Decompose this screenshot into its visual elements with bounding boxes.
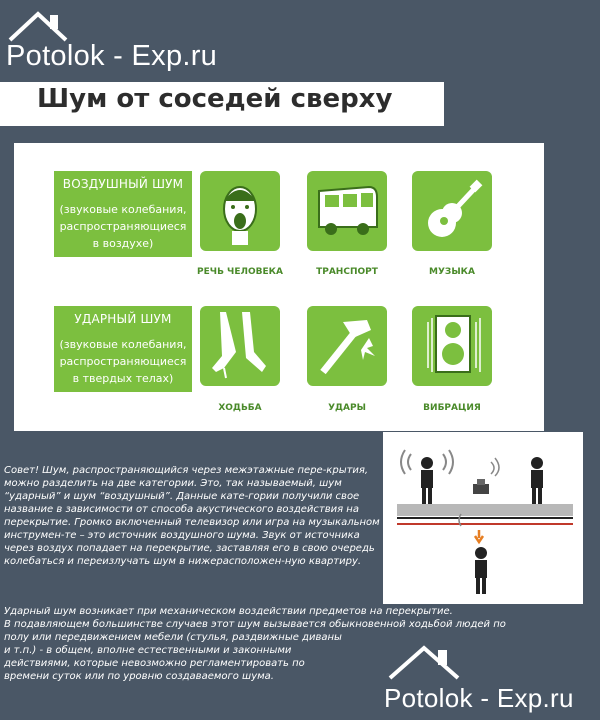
- noise-infographic: [14, 143, 544, 431]
- tile-speech: [200, 171, 280, 251]
- floor-slab: [397, 504, 573, 516]
- tile-walking: [200, 306, 280, 386]
- page-title: Шум от соседей сверху: [37, 84, 393, 114]
- speaker-icon: [418, 312, 486, 380]
- tile-label: РЕЧЬ ЧЕЛОВЕКА: [197, 267, 283, 277]
- bus-icon: [313, 177, 381, 245]
- tile-music: [412, 171, 492, 251]
- house-icon: [382, 640, 482, 684]
- airborne-noise-box: [54, 171, 192, 257]
- article-paragraph-2: Ударный шум возникает при механическом воздействии предметов на перекрытие. В подавляющем большинстве случаев этот шум вызывается обыкновенной ходьбой людей по полу или передвижением мебели (стулья, раздвижные диваны и т.п.) - в общем, вполне естественными и законными действиями, которые невозможно регламентировать по времени суток или по уровню создаваемого шума.: [4, 606, 506, 682]
- tile-vibration: [412, 306, 492, 386]
- arrow-down-icon: [475, 530, 483, 542]
- category-desc: (звуковые колебания, распространяющиеся в твердых телах): [59, 338, 187, 385]
- tile-label: ВИБРАЦИЯ: [423, 403, 481, 413]
- heels-icon: [206, 312, 274, 380]
- category-desc: (звуковые колебания, распространяющиеся в воздухе): [59, 203, 187, 250]
- face-icon: [206, 177, 274, 245]
- tile-label: ТРАНСПОРТ: [316, 267, 378, 277]
- guitar-icon: [418, 177, 486, 245]
- brand-name-bottom: Potolok - Exp.ru: [384, 683, 574, 713]
- tile-label: ХОДЬБА: [218, 403, 262, 413]
- hammer-icon: [313, 312, 381, 380]
- logo-bottom: [382, 640, 482, 684]
- article-paragraph-1: Совет! Шум, распространяющийся через межэтажные пере-крытия, можно разделить на две категории. Это, так называемый, шум “ударный” и шум “воздушный”. Данные кате-гории получили свое название в зависимости от способа акустического воздействия на перекрытие. Громко включенный телевизор или игра на музыкальном инструмен-те – это источник воздушного шума. Звук от источника через воздух попадает на перекрытие, заставляя его в свою очередь колебаться и переизлучать шум в нижерасположен-ную квартиру.: [4, 465, 380, 567]
- tile-transport: [307, 171, 387, 251]
- tile-impacts: [307, 306, 387, 386]
- person-icon: [475, 547, 487, 594]
- category-title: УДАРНЫЙ ШУМ: [74, 312, 172, 326]
- person-icon: [421, 457, 433, 504]
- impact-noise-box: [54, 306, 192, 392]
- category-title: ВОЗДУШНЫЙ ШУМ: [62, 177, 184, 191]
- tile-label: МУЗЫКА: [429, 267, 475, 277]
- tile-label: УДАРЫ: [328, 403, 366, 413]
- apartment-noise-diagram: [383, 432, 583, 604]
- brand-name-top: Potolok - Exp.ru: [6, 40, 218, 72]
- printer-icon: [473, 458, 499, 494]
